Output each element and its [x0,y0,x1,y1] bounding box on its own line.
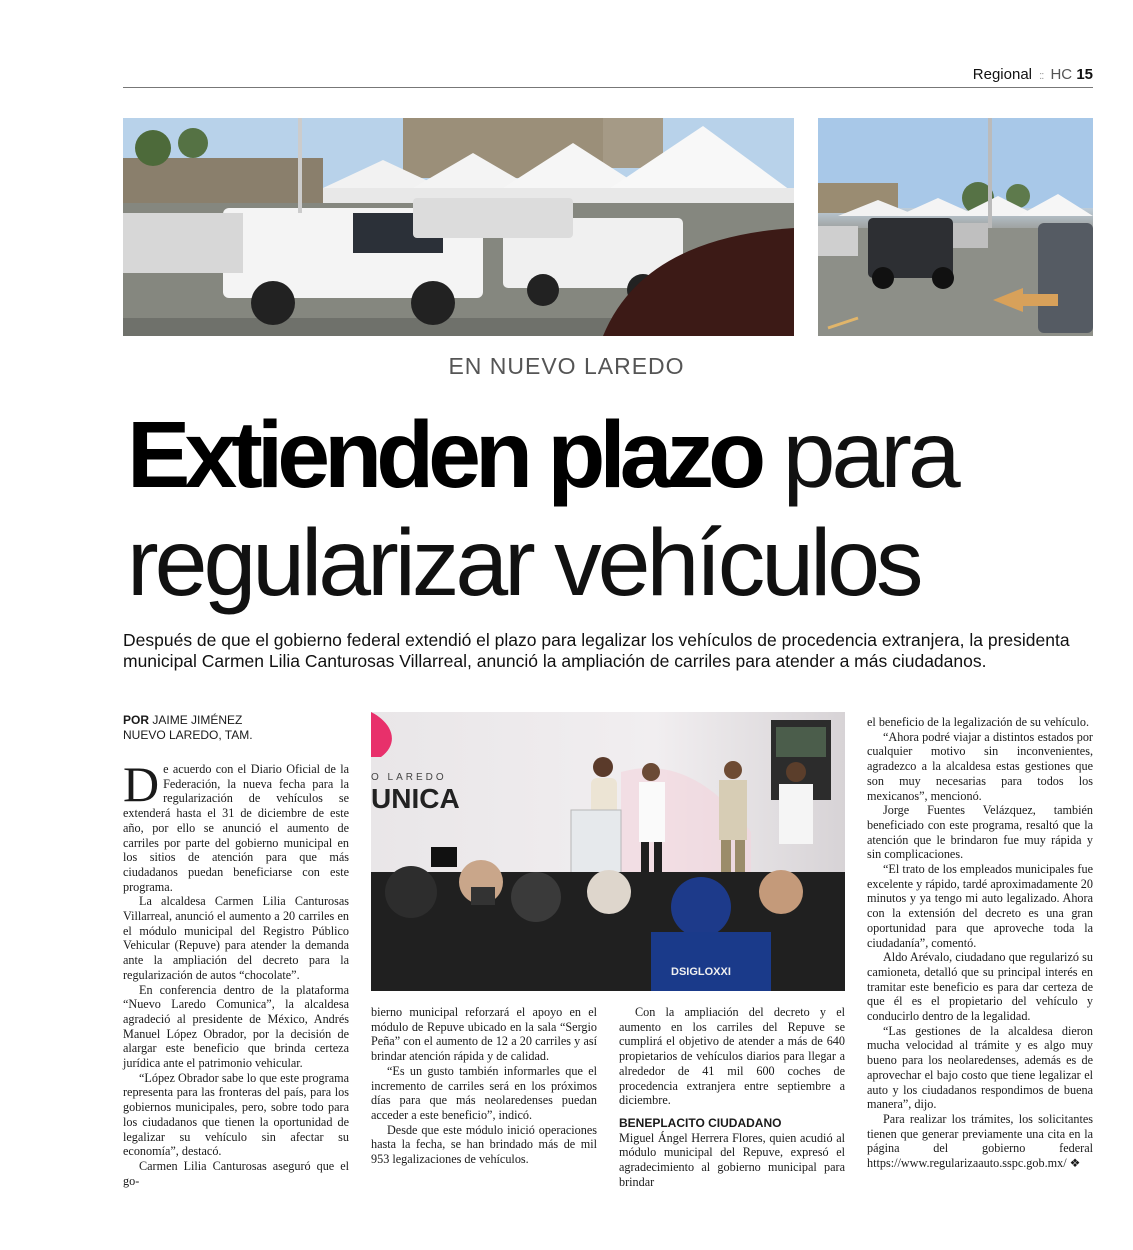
paragraph: En conferencia dentro de la plataforma “Nuevo Laredo Comunica”, la alcaldesa agradeció al presidente de México, Andrés Manuel López Obrador, por la decisión de alargar este beneficio que brinda certeza jurídica ante el patrimonio vehicular. [123,982,349,1071]
paragraph: bierno municipal reforzará el apoyo en el módulo de Repuve ubicado en la sala “Sergio Peña” con el aumento de 12 a 20 carriles y así brindar atención rápida y de calidad. [371,1005,597,1064]
page-number: 15 [1076,66,1093,83]
section-label [973,66,1093,83]
paragraph: el beneficio de la legalización de su vehículo. [867,715,1089,729]
paragraph: Carmen Lilia Canturosas aseguró que el go- [123,1158,349,1188]
section-name: Regional [972,66,1032,83]
photo-vehicle-lines [818,118,1093,336]
photo-parking-tents [123,118,794,336]
headline-light: para [782,402,957,508]
paragraph: “Es un gusto también informarles que el incremento de carriles será en los próximos días para que más neolaredenses puedan acceder a este beneficio”, indicó. [371,1063,597,1122]
paragraph: “Ahora podré viajar a distintos estados por cualquier motivo sin inconvenientes, agradezco a la alcaldesa estas gestiones que son muy necesarias para todos los mexicanos”, mencionó. [867,729,1093,803]
headline-bold: Extienden plazo [127,402,761,508]
dropcap: D [123,756,160,812]
kicker: EN NUEVO LAREDO [448,353,685,379]
article-column-4 [867,715,1093,1171]
page-header [123,66,1093,88]
byline-location: NUEVO LAREDO, TAM. [123,728,253,742]
headline-line-2: regularizar vehículos [127,510,920,616]
paragraph: “El trato de los empleados municipales fue excelente y rápido, tardé aproximadamente 20 minutos y ya tengo mi auto legalizado. Ahora con la extensión del decreto es una gran oportunidad para que aproveche toda la ciudadanía”, comentó. [867,862,1093,950]
paragraph: Con la ampliación del decreto y el aumento en los carriles del Repuve se cumplirá el objetivo de atender a más de 640 propietarios de vehículos diarios para llegar a alrededor de 41 mil 600 coches de procedencia extranjera entre septiembre a diciembre. [619,1005,845,1108]
byline-author-line [123,713,253,728]
paragraph: Miguel Ángel Herrera Flores, quien acudió al módulo municipal del Repuve, expresó el agradecimiento al gobierno municipal para brindar [619,1130,845,1189]
byline [123,713,253,743]
paragraph: Para realizar los trámites, los solicitantes tienen que generar previamente una cita en la página del gobierno federal https://www.regularizaauto.sspc.gob.mx/ ❖ [867,1111,1093,1171]
photo-sign-small: O LAREDO [371,772,447,783]
article-column-1 [123,756,349,1188]
paragraph: Desde que este módulo inició operaciones hasta la fecha, se han brindado más de mil 953 legalizaciones de vehículos. [371,1122,597,1167]
photo-parking-tents-illustration [123,118,794,336]
article-column-2 [371,1005,597,1167]
deck: Después de que el gobierno federal extendió el plazo para legalizar los vehículos de procedencia extranjera, la presidenta municipal Carmen Lilia Canturosas Villarreal, anunció la ampliación de carriles para atender a más ciudadanos. [123,630,1070,671]
paragraph: “Las gestiones de la alcaldesa dieron mucha velocidad al trámite y es algo muy bueno para los neolaredenses, además es de aprovechar el bajo costo que tiene legalizar el auto y los ciudadanos respondimos de buena manera”, dijo. [867,1023,1093,1112]
subhead: BENEPLACITO CIUDADANO [619,1115,782,1130]
byline-author: JAIME JIMÉNEZ [152,713,243,727]
publication-name: HC [1050,66,1073,83]
headline-line-1 [127,402,957,508]
byline-por: POR [123,713,150,727]
paragraph: Jorge Fuentes Velázquez, también beneficiado con este programa, resaltó que la atención que le brindaron fue muy rápida y sin complicaciones. [867,803,1093,862]
paragraph: La alcaldesa Carmen Lilia Canturosas Villarreal, anunció el aumento a 20 carriles en el módulo municipal del Registro Público Vehicular (Repuve) para atender la demanda ante la ampliación del decreto para la regularización de autos “chocolate”. [123,894,349,982]
article-column-3 [619,1005,845,1189]
photo-sign-big: UNICA [371,783,460,814]
photo-press-conference [371,712,845,991]
paragraph-text: e acuerdo con el Diario Oficial de la Federación, la nueva fecha para la regularización de vehículos se extenderá hasta el 31 de diciembre de este año, por ello se anunció el aumento de carriles por parte del gobierno municipal en los sitios de atención para que más ciudadanos puedan beneficiarse con este programa. [123,762,349,894]
paragraph: “López Obrador sabe lo que este programa representa para las fronteras del país, para los gobiernos municipales, pero, sobre todo para los ciudadanos que tienen la oportunidad de legalizar su vehículo sin afectar su economía”, destacó. [123,1070,349,1159]
photo-shirt-text: DSIGLOXXI [671,966,731,978]
photo-vehicle-lines-illustration [818,118,1093,336]
paragraph: Aldo Arévalo, ciudadano que regularizó su camioneta, detalló que su principal interés en tramitar este beneficio es para dar certeza de que él es el propietario del vehículo y conducirlo dentro de la legalidad. [867,950,1093,1024]
paragraph [123,756,349,894]
header-separator: :: [1039,70,1044,82]
photo-press-conference-illustration [371,712,845,991]
